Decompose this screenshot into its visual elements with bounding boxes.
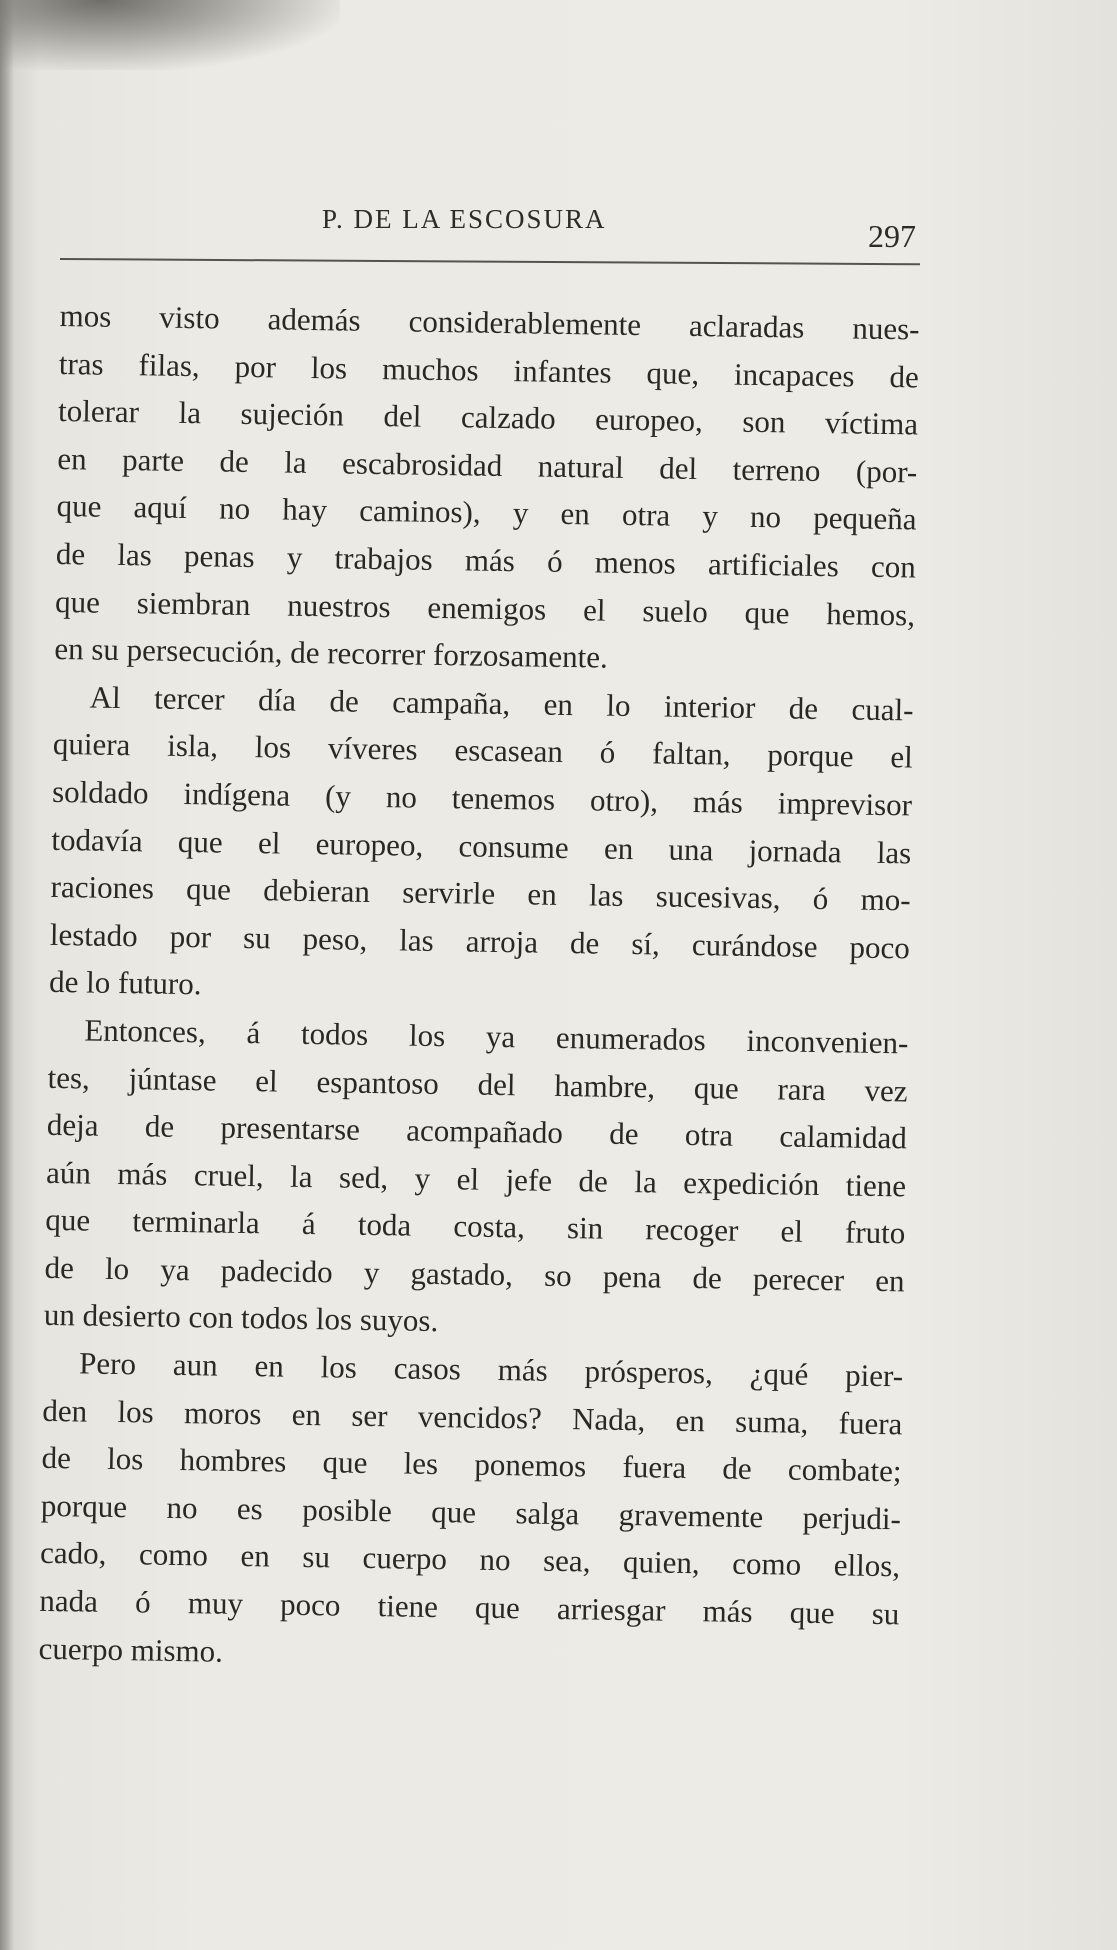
- text-line: todavía que el europeo, consume en una jornada las: [51, 821, 912, 870]
- text-line: en parte de la escabrosidad natural del terreno (por-: [57, 440, 918, 490]
- corner-shadow: [0, 0, 340, 70]
- text-line: en su persecución, de recorrer forzosamente.: [54, 631, 609, 675]
- page-header: [60, 200, 920, 260]
- text-line: mos visto además considerablemente aclaradas nues-: [59, 297, 920, 347]
- text-line: porque no es posible que salga gravemente perjudi-: [40, 1487, 902, 1537]
- text-line: Al tercer día de campaña, en lo interior de cual-: [89, 679, 914, 728]
- text-line: tes, júntase el espantoso del hambre, que rara vez: [47, 1059, 908, 1108]
- text-line: de lo ya padecido y gastado, so pena de perecer en: [44, 1249, 905, 1299]
- text-line: raciones que debieran servirle en las sucesivas, ó mo-: [50, 869, 911, 918]
- paragraph: [49, 673, 914, 1020]
- text-line: tolerar la sujeción del calzado europeo, son víctima: [57, 393, 919, 442]
- page-number: 297: [868, 218, 916, 254]
- paragraph: [44, 1006, 909, 1353]
- text-line: soldado indígena (y no tenemos otro), más imprevisor: [51, 773, 913, 823]
- running-head: P. DE LA ESCOSURA: [322, 204, 607, 234]
- text-line: Entonces, á todos los ya enumerados inconvenien-: [84, 1012, 909, 1061]
- paragraph: [38, 1339, 903, 1686]
- text-line: nada ó muy poco tiene que arriesgar más que su: [39, 1582, 900, 1632]
- text-line: de los hombres que les ponemos fuera de combate;: [41, 1440, 902, 1489]
- text-line: deja de presentarse acompañado de otra calamidad: [46, 1106, 908, 1156]
- text-line: que terminarla á toda costa, sin recoger el fruto: [45, 1202, 906, 1251]
- text-line: de las penas y trabajos más ó menos artificiales con: [55, 535, 917, 585]
- text-line: aún más cruel, la sed, y el jefe de la expedición tiene: [45, 1154, 907, 1204]
- body-text: [38, 292, 920, 1686]
- paragraph: [54, 292, 920, 686]
- text-line: lestado por su peso, las arroja de sí, curándose poco: [49, 916, 911, 966]
- text-line: que siembran nuestros enemigos el suelo que hemos,: [54, 583, 916, 633]
- page-edge-shadow: [0, 0, 14, 1950]
- text-line: den los moros en ser vencidos? Nada, en suma, fuera: [42, 1392, 903, 1442]
- text-line: tras filas, por los muchos infantes que, incapaces de: [58, 345, 920, 395]
- text-line: cado, como en su cuerpo no sea, quien, como ellos,: [39, 1535, 901, 1584]
- text-line: Pero aun en los casos más prósperos, ¿qué pier-: [78, 1345, 904, 1394]
- text-line: de lo futuro.: [48, 964, 202, 1002]
- text-line: que aquí no hay caminos), y en otra y no pequeña: [56, 488, 917, 537]
- text-line: quiera isla, los víveres escasean ó faltan, porque el: [52, 726, 914, 775]
- header-rule: [60, 258, 920, 265]
- text-line: cuerpo mismo.: [38, 1630, 224, 1669]
- text-line: un desierto con todos los suyos.: [43, 1297, 439, 1339]
